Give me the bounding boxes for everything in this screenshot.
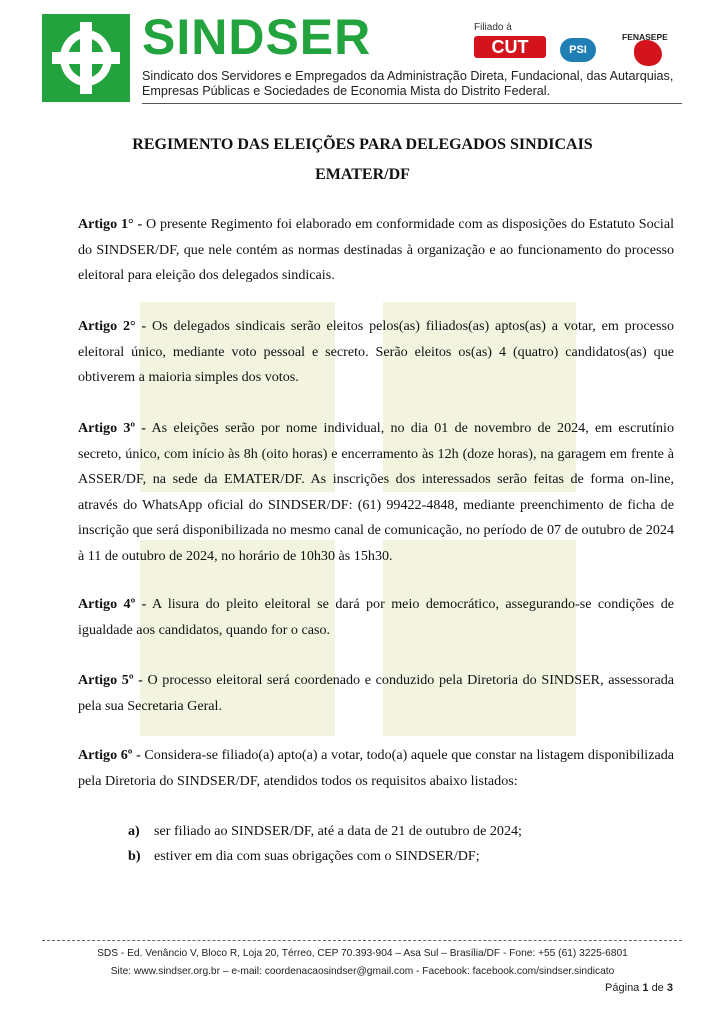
sindser-logo-icon	[42, 14, 130, 102]
footer-divider	[42, 940, 682, 941]
article-6: Artigo 6º - Considera-se filiado(a) apto(a) a votar, todo(a) aquele que constar na listagem disponibilizada pela Diretoria do SINDSER/DF, atendidos todos os requisitos abaixo listados:	[78, 747, 675, 789]
footer-address: SDS - Ed. Venâncio V, Bloco R, Loja 20, Térreo, CEP 70.393-904 – Asa Sul – Brasília/DF - Fone: +55 (61) 3225-6801	[97, 948, 628, 959]
article-1: Artigo 1° - O presente Regimento foi elaborado em conformidade com as disposições do Estatuto Social do SINDSER/DF, que nele contém as normas destinadas à organização e ao funcionamento do processo eleitoral para eleição dos delegados sindicais.	[78, 216, 674, 283]
document-title: REGIMENTO DAS ELEIÇÕES PARA DELEGADOS SINDICAIS	[132, 136, 593, 153]
article-3: Artigo 3º - As eleições serão por nome individual, no dia 01 de novembro de 2024, em escrutínio secreto, único, com início às 8h (oito horas) e encerramento às 12h (doze horas), na garagem em frente à ASSER/DF, na sede da EMATER/DF. As inscrições dos interessados serão feitas de forma on-line, através do WhatsApp oficial do SINDSER/DF: (61) 99422-4848, mediante preenchimento de ficha de inscrição que será disponibilizada no mesmo canal de comunicação, no período de 07 de outubro de 2024 à 11 de outubro de 2024, no horário de 10h30 às 15h30.	[78, 420, 675, 564]
article-4: Artigo 4º - A lisura do pleito eleitoral se dará por meio democrático, assegurando-se condições de igualdade aos candidatos, quando for o caso.	[78, 596, 675, 638]
brazil-map-icon	[634, 40, 662, 66]
affiliated-label: Filiado à	[474, 22, 512, 33]
requirements-list	[128, 819, 522, 869]
cut-logo: CUT	[474, 36, 546, 58]
article-5: Artigo 5º - O processo eleitoral será coordenado e conduzido pela Diretoria do SINDSER, assessorada pela sua Secretaria Geral.	[78, 672, 674, 714]
letterhead	[42, 9, 682, 106]
header-divider	[142, 103, 682, 104]
brand-subtitle: Sindicato dos Servidores e Empregados da Administração Direta, Fundacional, das Autarquias, Empresas Públicas e Sociedades de Economia Mista do Distrito Federal.	[142, 69, 674, 98]
article-2: Artigo 2° - Os delegados sindicais serão eleitos pelos(as) filiados(as) aptos(as) a votar, em processo eleitoral único, mediante voto pessoal e secreto. Serão eleitos os(as) 4 (quatro) candidatos(as) que obtiverem a maioria simples dos votos.	[78, 318, 674, 385]
page-number: Página 1 de 3	[605, 982, 673, 994]
psi-logo: PSI	[560, 38, 596, 62]
fenasepe-logo: FENASEPE	[622, 32, 672, 66]
brand-name: SINDSER	[142, 9, 372, 65]
document-subtitle: EMATER/DF	[315, 166, 410, 183]
list-item: a) ser filiado ao SINDSER/DF, até a data de 21 de outubro de 2024;	[128, 823, 522, 839]
list-item: b) estiver em dia com suas obrigações com o SINDSER/DF;	[128, 848, 480, 864]
footer-contacts: Site: www.sindser.org.br – e-mail: coordenacaosindser@gmail.com - Facebook: facebook.com/sindser.sindicato	[110, 966, 615, 977]
